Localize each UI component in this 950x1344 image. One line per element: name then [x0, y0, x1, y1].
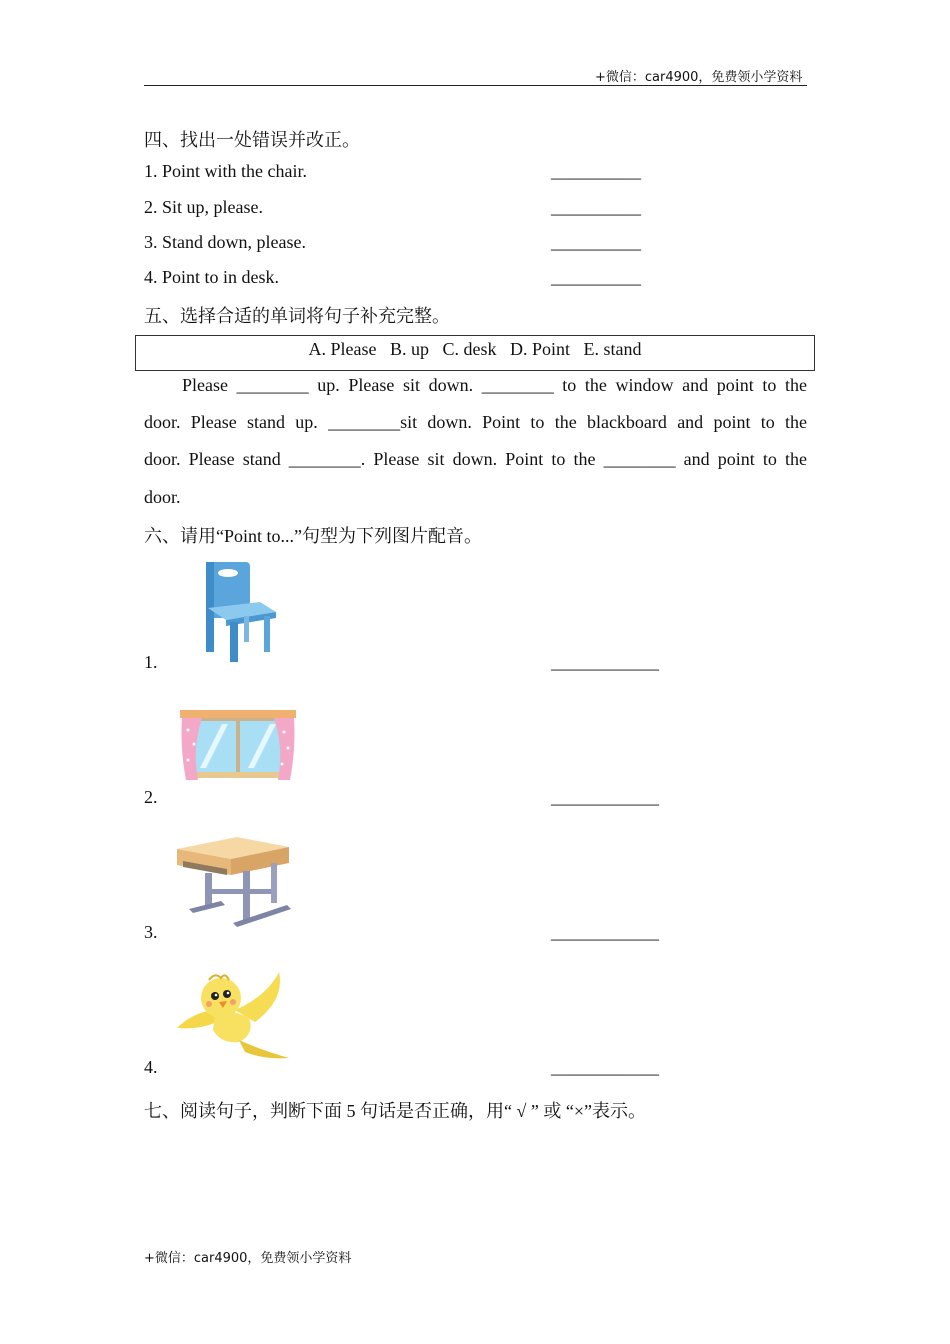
section4-item-1: 1. Point with the chair. — [144, 161, 307, 181]
section4-item-3: 3. Stand down, please. — [144, 232, 306, 252]
footer-watermark: +微信：car4900，免费领小学资料 — [144, 1251, 352, 1266]
picture-item-1-number: 1. — [144, 652, 158, 672]
answer-blank-4-2[interactable]: __________ — [551, 197, 641, 217]
answer-blank-6-1[interactable]: ____________ — [551, 652, 659, 672]
passage-line-4: door. — [144, 487, 181, 507]
picture-item-2-number: 2. — [144, 787, 158, 807]
window-icon — [178, 708, 298, 783]
picture-item-3-number: 3. — [144, 922, 158, 942]
answer-blank-6-3[interactable]: ____________ — [551, 922, 659, 942]
section4-title: 四、找出一处错误并改正。 — [144, 130, 360, 150]
passage-line-3: door. Please stand ________. Please sit down. Point to the ________ and point to the — [144, 449, 807, 469]
answer-blank-4-4[interactable]: __________ — [551, 267, 641, 287]
section6-title: 六、请用“Point to...”句型为下列图片配音。 — [144, 526, 482, 546]
desk-icon — [175, 835, 293, 930]
answer-blank-4-3[interactable]: __________ — [551, 232, 641, 252]
chair-icon — [200, 560, 280, 665]
passage-line-2: door. Please stand up. ________sit down. Point to the blackboard and point to the — [144, 412, 807, 432]
section4-item-4: 4. Point to in desk. — [144, 267, 280, 287]
answer-blank-4-1[interactable]: __________ — [551, 161, 641, 181]
picture-item-4-number: 4. — [144, 1057, 158, 1077]
passage-line-1: Please ________ up. Please sit down. ________ to the window and point to the — [182, 375, 807, 395]
word-options: A. Please B. up C. desk D. Point E. stand — [308, 339, 642, 359]
header-rule — [144, 85, 807, 86]
answer-blank-6-4[interactable]: ____________ — [551, 1057, 659, 1077]
section7-title: 七、阅读句子，判断下面 5 句话是否正确，用“ √ ” 或 “×”表示。 — [144, 1101, 646, 1121]
answer-blank-6-2[interactable]: ____________ — [551, 787, 659, 807]
section5-title: 五、选择合适的单词将句子补充完整。 — [144, 306, 450, 326]
section4-item-2: 2. Sit up, please. — [144, 197, 263, 217]
header-watermark: +微信：car4900，免费领小学资料 — [595, 70, 803, 85]
bird-icon — [175, 970, 295, 1062]
